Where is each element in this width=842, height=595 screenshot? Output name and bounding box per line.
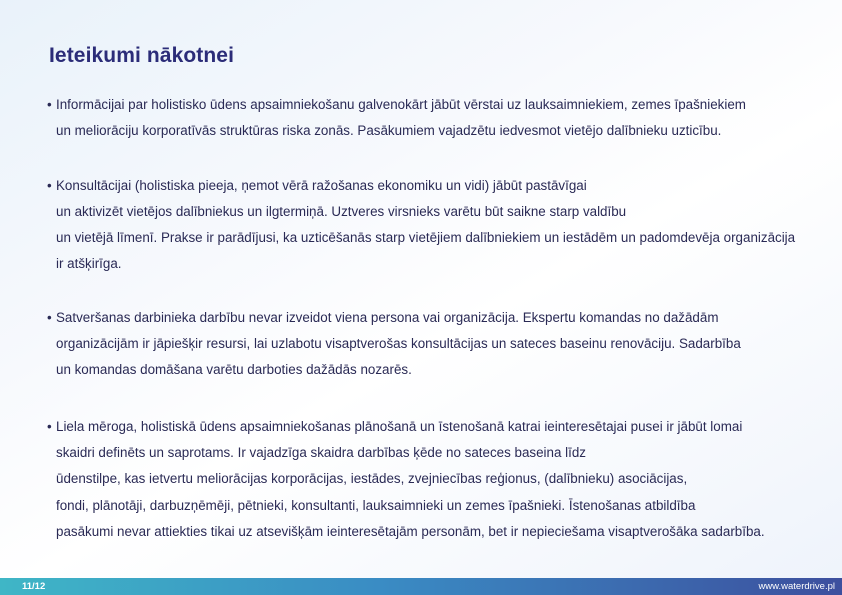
bullet-line: pasākumi nevar attiekties tikai uz atsevišķām ieinteresētajām personām, bet ir nepieciešama visaptverošāka sadarbība. (56, 523, 765, 539)
bullet-dot: • (47, 177, 52, 193)
bullet-line: un aktivizēt vietējos dalībniekus un ilgtermiņā. Uztveres virsnieks varētu būt saikne starp valdību (56, 203, 627, 219)
page-title: Ieteikumi nākotnei (49, 44, 235, 67)
bullet-line: ūdenstilpe, kas ietvertu meliorācijas korporācijas, iestādes, zvejniecības reģionus, (dalībnieku) asociācijas, (56, 471, 688, 487)
bullet-line: • Liela mēroga, holistiskā ūdens apsaimniekošanas plānošanā un īstenošanā katrai ieinteresētajai pusei ir jābūt lomai (47, 414, 837, 440)
footer-bar (0, 578, 842, 595)
bullet-list (47, 92, 837, 545)
bullet-item (47, 173, 837, 278)
bullet-item (47, 414, 837, 545)
bullet-line: ir atšķirīga. (56, 256, 122, 272)
page-number: 11/12 (22, 581, 46, 592)
website-link[interactable]: www.waterdrive.pl (758, 581, 835, 592)
bullet-line: organizācijām ir jāpiešķir resursi, lai uzlabotu visaptverošas konsultācijas un sateces baseinu renovāciju. Sadarbība (56, 336, 741, 352)
bullet-dot: • (47, 309, 52, 325)
bullet-line: • Konsultācijai (holistiska pieeja, ņemot vērā ražošanas ekonomiku un vidi) jābūt pastāvīgai (47, 173, 837, 199)
bullet-dot: • (47, 97, 52, 112)
bullet-line: skaidri definēts un saprotams. Ir vajadzīga skaidra darbības ķēde no sateces baseina līdz (56, 444, 586, 460)
bullet-line: • Informācijai par holistisko ūdens apsaimniekošanu galvenokārt jābūt vērstai uz lauksaimniekiem, zemes īpašniekiem (47, 92, 837, 118)
bullet-line: un komandas domāšana varētu darboties dažādās nozarēs. (56, 362, 412, 378)
bullet-line: un vietējā līmenī. Prakse ir parādījusi, ka uzticēšanās starp vietējiem dalībniekiem un iestādēm un padomdevēja organizācija (56, 230, 796, 246)
bullet-item (47, 305, 837, 384)
bullet-line: fondi, plānotāji, darbuzņēmēji, pētnieki, konsultanti, lauksaimnieki un zemes īpašnieki. Īstenošanas atbildība (56, 497, 696, 513)
bullet-line: un meliorāciju korporatīvās struktūras riska zonās. Pasākumiem vajadzētu iedvesmot vietējo dalībnieku uzticību. (56, 123, 722, 139)
bullet-item (47, 92, 837, 145)
bullet-line: • Satveršanas darbinieka darbību nevar izveidot viena persona vai organizācija. Ekspertu komandas no dažādām (47, 305, 837, 331)
bullet-dot: • (47, 418, 52, 434)
